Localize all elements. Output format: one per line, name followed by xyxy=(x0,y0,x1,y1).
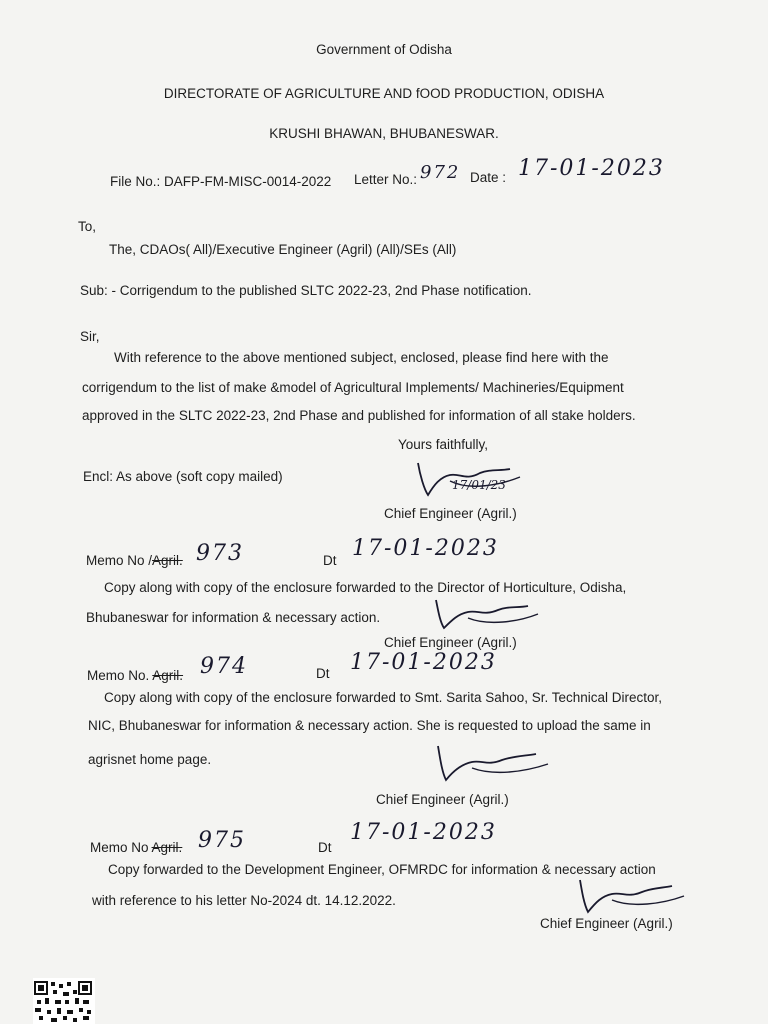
memo-3-dt-label: Dt xyxy=(318,840,332,855)
enclosure-note: Encl: As above (soft copy mailed) xyxy=(83,469,283,484)
directorate-heading: DIRECTORATE OF AGRICULTURE AND fOOD PRODUCTION, ODISHA xyxy=(163,86,605,101)
memo-3-signature xyxy=(572,876,702,920)
memo-3-label: Memo No Agril. xyxy=(90,840,183,855)
signatory-designation: Chief Engineer (Agril.) xyxy=(384,506,517,521)
memo-2-line-1: Copy along with copy of the enclosure forwarded to Smt. Sarita Sahoo, Sr. Technical Director, xyxy=(104,690,663,705)
memo-3-date: 17-01-2023 xyxy=(350,820,497,845)
letter-number-label: Letter No.: xyxy=(354,172,418,187)
closing: Yours faithfully, xyxy=(398,437,489,452)
letter-number: 972 xyxy=(420,162,461,183)
body-line-1: With reference to the above mentioned subject, enclosed, please find here with the xyxy=(114,350,609,365)
file-number: File No.: DAFP-FM-MISC-0014-2022 xyxy=(110,174,332,189)
salutation: Sir, xyxy=(80,329,100,344)
date-label: Date : xyxy=(470,170,507,185)
to-label: To, xyxy=(78,219,97,234)
government-heading: Government of Odisha xyxy=(316,42,452,57)
qr-code xyxy=(33,978,95,1024)
memo-3-number: 975 xyxy=(198,828,246,853)
memo-2-designation: Chief Engineer (Agril.) xyxy=(376,792,509,807)
body-line-3: approved in the SLTC 2022-23, 2nd Phase and published for information of all stake holders. xyxy=(82,408,636,423)
office-heading: KRUSHI BHAWAN, BHUBANESWAR. xyxy=(269,126,499,141)
memo-2-line-3: agrisnet home page. xyxy=(88,752,212,767)
memo-3-designation: Chief Engineer (Agril.) xyxy=(540,916,673,931)
memo-2-label: Memo No. Agril. xyxy=(87,668,184,683)
addressee: The, CDAOs( All)/Executive Engineer (Agril) (All)/SEs (All) xyxy=(109,242,457,257)
memo-1-label: Memo No /Agril. xyxy=(86,553,183,568)
letter-date: 17-01-2023 xyxy=(518,156,665,181)
signature-date: 17/01/23 xyxy=(452,478,506,492)
memo-1-dt-label: Dt xyxy=(323,553,337,568)
memo-3-line-2: with reference to his letter No-2024 dt. 14.12.2022. xyxy=(92,893,396,908)
memo-1-designation: Chief Engineer (Agril.) xyxy=(384,635,517,650)
subject-line: Sub: - Corrigendum to the published SLTC 2022-23, 2nd Phase notification. xyxy=(80,283,532,298)
memo-1-number: 973 xyxy=(196,541,244,566)
memo-1-line-1: Copy along with copy of the enclosure forwarded to the Director of Horticulture, Odisha, xyxy=(104,580,627,595)
memo-1-line-2: Bhubaneswar for information & necessary action. xyxy=(86,610,381,625)
memo-3-line-1: Copy forwarded to the Development Engineer, OFMRDC for information & necessary action xyxy=(108,862,656,877)
memo-1-date: 17-01-2023 xyxy=(352,536,499,561)
body-line-2: corrigendum to the list of make &model of Agricultural Implements/ Machineries/Equipment xyxy=(82,380,624,395)
memo-2-number: 974 xyxy=(200,654,248,679)
memo-2-signature xyxy=(428,742,568,788)
memo-2-date: 17-01-2023 xyxy=(350,650,497,675)
memo-2-line-2: NIC, Bhubaneswar for information & necessary action. She is requested to upload the same in xyxy=(88,718,651,733)
memo-1-signature xyxy=(428,596,558,636)
memo-2-dt-label: Dt xyxy=(316,666,330,681)
